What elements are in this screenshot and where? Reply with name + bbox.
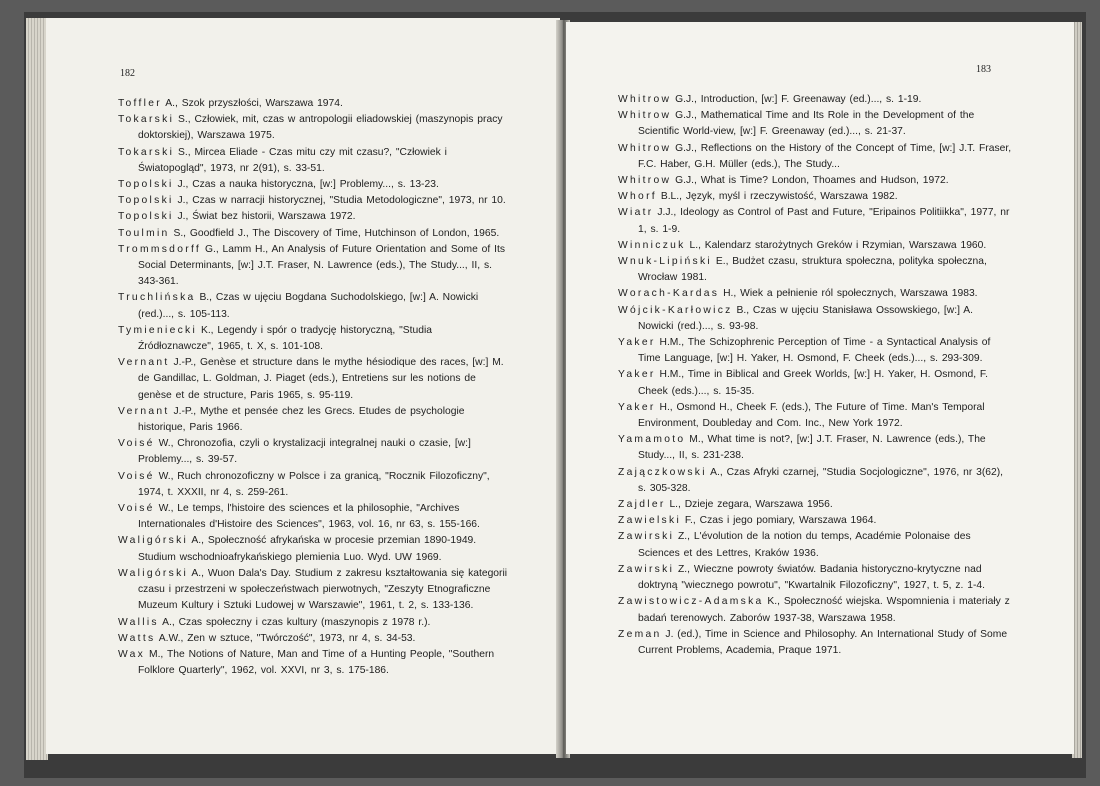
entry-author: Whitrow: [618, 94, 672, 105]
entry-author: Wnuk-Lipiński: [618, 256, 712, 268]
bibliography-entry: [118, 145, 510, 177]
entry-text: W., Ruch chronozoficzny w Polsce i za granicą, "Rocznik Filozoficzny", 1974, t. XXXII, nr 4, s. 259-261.: [138, 470, 490, 498]
entry-author: Worach-Kardas: [618, 288, 720, 300]
entry-author: Zajdler: [618, 499, 666, 511]
entry-text: J. (ed.), Time in Science and Philosophy. An International Study of Some Current Problems, Academia, Praque 1971.: [638, 628, 1008, 656]
page-edges-left: [26, 18, 48, 760]
entry-text: A., Wuon Dala's Day. Studium z zakresu kształtowania się kategorii czasu i przestrzeni w społeczeństwach pierwotnych, "Zeszyty Etnograficzne Muzeum Kultury i Sztuki Ludowej w Warszawie", 1961, t. 2, s. 133-136.: [138, 567, 508, 612]
entry-text: G., Lamm H., An Analysis of Future Orientation and Some of Its Social Determinants, [w:] J.T. Fraser, N. Lawrence (eds.), The Study..., II, s. 343-361.: [138, 243, 505, 288]
entry-text: E., Budżet czasu, struktura społeczna, polityka społeczna, Wrocław 1981.: [638, 256, 987, 284]
entry-author: Voisé: [118, 503, 155, 515]
entry-text: J.-P., Mythe et pensée chez les Grecs. Etudes de psychologie historique, Paris 1966.: [138, 405, 465, 434]
entry-author: Zeman: [618, 628, 662, 640]
entry-author: Wiatr: [618, 207, 654, 219]
entry-author: Voisé: [118, 438, 155, 450]
entry-text: J.J., Ideology as Control of Past and Future, "Eripainos Politiikka", 1977, nr 1, s. 1-9.: [638, 207, 1010, 235]
entry-text: B.L., Język, myśl i rzeczywistość, Warszawa 1982.: [656, 191, 898, 203]
entry-author: Vernant: [118, 405, 170, 417]
entry-text: J., Czas a nauka historyczna, [w:] Problemy..., s. 13-23.: [173, 179, 439, 191]
bibliography-entry: [618, 400, 1012, 432]
bibliography-list: [618, 92, 1012, 659]
entry-text: S., Mircea Eliade - Czas mitu czy mit czasu?, "Człowiek i Światopogląd", 1973, nr 2(91), s. 33-51.: [138, 146, 447, 174]
bibliography-entry: [618, 627, 1012, 659]
entry-author: Yaker: [618, 337, 656, 349]
bibliography-entry: [118, 566, 510, 615]
entry-text: H., Wiek a pełnienie ról społecznych, Warszawa 1983.: [719, 288, 978, 300]
entry-text: K., Legendy i spór o tradycję historyczną, "Studia Źródłoznawcze", 1965, t. X, s. 101-108.: [138, 324, 432, 353]
entry-text: J., Czas w narracji historycznej, "Studia Metodologiczne", 1973, nr 10.: [173, 195, 506, 207]
bibliography-entry: [118, 96, 510, 112]
entry-author: Wallis: [118, 616, 159, 628]
entry-author: Truchlińska: [118, 292, 196, 304]
entry-author: Tokarski: [118, 146, 175, 158]
entry-text: G.J., Introduction, [w:] F. Greenaway (ed.)..., s. 1-19.: [671, 94, 922, 105]
entry-author: Zawirski: [618, 563, 675, 575]
bibliography-entry: [618, 562, 1012, 594]
bibliography-entry: [618, 173, 1012, 189]
entry-text: B., Czas w ujęciu Bogdana Suchodolskiego, [w:] A. Nowicki (red.)..., s. 105-113.: [138, 292, 479, 320]
entry-author: Zajączkowski: [618, 466, 707, 478]
entry-text: H.M., Time in Biblical and Greek Worlds, [w:] H. Yaker, H. Osmond, F. Cheek (eds.)..., s. 15-35.: [638, 369, 988, 397]
bibliography-entry: [618, 335, 1012, 367]
bibliography-entry: [118, 242, 510, 291]
bibliography-entry: [118, 404, 510, 436]
entry-author: Whitrow: [618, 110, 672, 122]
entry-text: B., Czas w ujęciu Stanisława Ossowskiego, [w:] A. Nowicki (red.)..., s. 93-98.: [638, 304, 973, 332]
entry-text: A., Społeczność afrykańska w procesie przemian 1890-1949. Studium wschodnioafrykańskiego plemienia Luo. Wyd. UW 1969.: [138, 535, 477, 563]
entry-author: Yaker: [618, 401, 656, 413]
entry-text: A., Czas Afryki czarnej, "Studia Socjologiczne", 1976, nr 3(62), s. 305-328.: [638, 466, 1004, 494]
bibliography-entry: [618, 108, 1012, 140]
bibliography-entry: [118, 469, 510, 501]
bibliography-entry: [118, 112, 510, 144]
entry-author: Tymieniecki: [118, 324, 198, 336]
bibliography-entry: [118, 355, 510, 404]
entry-author: Whitrow: [618, 142, 672, 154]
left-page: [46, 18, 560, 754]
bibliography-entry: [118, 226, 510, 242]
page-number: 182: [120, 68, 135, 79]
entry-author: Winniczuk: [618, 239, 686, 251]
entry-text: G.J., Reflections on the History of the Concept of Time, [w:] J.T. Fraser, F.C. Haber, G.H. Müller (eds.), The Study...: [638, 142, 1012, 170]
entry-text: S., Człowiek, mit, czas w antropologii eliadowskiej (maszynopis pracy doktorskiej), Warszawa 1975.: [138, 114, 503, 142]
entry-author: Topolski: [118, 179, 174, 191]
entry-author: Zawistowicz-Adamska: [618, 596, 764, 608]
entry-author: Voisé: [118, 470, 155, 482]
right-page: [566, 22, 1074, 754]
entry-text: Z., L'évolution de la notion du temps, Académie Polonaise des Sciences et des Lettres, Kraków 1936.: [638, 531, 971, 559]
bibliography-entry: [618, 286, 1012, 302]
bibliography-entry: [618, 529, 1012, 561]
bibliography-entry: [618, 189, 1012, 205]
entry-author: Wax: [118, 648, 146, 660]
entry-author: Watts: [118, 632, 156, 644]
bibliography-entry: [618, 141, 1012, 173]
entry-author: Wójcik-Karłowicz: [618, 304, 733, 316]
bibliography-entry: [618, 594, 1012, 626]
entry-author: Whitrow: [618, 175, 672, 187]
bibliography-entry: [618, 513, 1012, 529]
entry-author: Topolski: [118, 195, 174, 207]
bibliography-entry: [118, 647, 510, 679]
page-number: 183: [976, 64, 991, 75]
entry-author: Zawielski: [618, 515, 682, 527]
bibliography-entry: [618, 497, 1012, 513]
entry-text: H., Osmond H., Cheek F. (eds.), The Future of Time. Man's Temporal Environment, Doubleday and Com. Inc., New York 1972.: [638, 401, 985, 430]
entry-text: J., Świat bez historii, Warszawa 1972.: [173, 211, 356, 223]
entry-author: Waligórski: [118, 535, 189, 547]
bibliography-entry: [118, 177, 510, 193]
entry-text: J.-P., Genèse et structure dans le mythe hésiodique des races, [w:] M. de Gandillac, L. Goldman, J. Piaget (eds.), Entretiens sur les notions de genèse et de structure, Paris 1965, s. 95-119.: [138, 357, 504, 401]
entry-text: A., Szok przyszłości, Warszawa 1974.: [161, 98, 343, 109]
entry-author: Tokarski: [118, 114, 175, 126]
bibliography-entry: [118, 323, 510, 355]
entry-author: Toulmin: [118, 227, 170, 239]
entry-text: G.J., Mathematical Time and Its Role in the Development of the Scientific World-view, [w:] F. Greenaway (ed.)..., s. 21-37.: [638, 110, 975, 138]
bibliography-entry: [618, 303, 1012, 335]
bibliography-entry: [118, 290, 510, 322]
entry-text: L., Kalendarz starożytnych Greków i Rzymian, Warszawa 1960.: [685, 239, 987, 251]
entry-author: Topolski: [118, 211, 174, 223]
entry-author: Yaker: [618, 369, 656, 381]
bibliography-entry: [618, 238, 1012, 254]
bibliography-entry: [118, 533, 510, 565]
entry-text: K., Społeczność wiejska. Wspomnienia i materiały z badań terenowych. Zaborów 1937-38, Warszawa 1958.: [638, 596, 1010, 624]
entry-text: M., What time is not?, [w:] J.T. Fraser, N. Lawrence (eds.), The Study..., II, s. 231-238.: [638, 434, 986, 462]
bibliography-entry: [618, 205, 1012, 237]
bibliography-entry: [618, 432, 1012, 464]
entry-text: H.M., The Schizophrenic Perception of Time - a Syntactical Analysis of Time Language, [w:] H. Yaker, H. Osmond, F. Cheek (eds.)..., s. 293-309.: [638, 337, 991, 365]
entry-text: W., Chronozofia, czyli o krystalizacji integralnej nauki o czasie, [w:] Problemy..., s. 39-57.: [138, 438, 471, 466]
entry-author: Vernant: [118, 357, 170, 369]
entry-author: Yamamoto: [618, 434, 686, 446]
entry-author: Zawirski: [618, 531, 675, 543]
entry-text: G.J., What is Time? London, Thoames and Hudson, 1972.: [671, 175, 949, 187]
entry-text: W., Le temps, l'histoire des sciences et la philosophie, "Archives Internationales d'Histoire des Sciences", 1963, vol. 16, nr 63, s. 155-166.: [138, 503, 480, 531]
bibliography-entry: [618, 465, 1012, 497]
entry-text: Z., Wieczne powroty światów. Badania historyczno-krytyczne nad doktryną "wiecznego powrotu", "Kwartalnik Filozoficzny", 1927, t. 5, z. 1-4.: [638, 563, 985, 592]
bibliography-entry: [118, 631, 510, 647]
bibliography-entry: [618, 254, 1012, 286]
bibliography-entry: [118, 615, 510, 631]
entry-author: Toffler: [118, 98, 162, 109]
bibliography-list: [118, 96, 510, 679]
entry-text: A., Czas społeczny i czas kultury (maszynopis z 1978 r.).: [158, 616, 431, 628]
bibliography-entry: [118, 436, 510, 468]
entry-author: Whorf: [618, 191, 657, 203]
bibliography-entry: [118, 193, 510, 209]
entry-text: A.W., Zen w sztuce, "Twórczość", 1973, nr 4, s. 34-53.: [155, 632, 416, 644]
bibliography-entry: [118, 501, 510, 533]
bibliography-entry: [118, 209, 510, 225]
entry-text: F., Czas i jego pomiary, Warszawa 1964.: [681, 515, 877, 527]
entry-author: Waligórski: [118, 567, 189, 579]
bibliography-entry: [618, 92, 1012, 108]
entry-author: Trommsdorff: [118, 243, 202, 255]
bibliography-entry: [618, 367, 1012, 399]
entry-text: M., The Notions of Nature, Man and Time of a Hunting People, "Southern Folklore Quarterly", 1962, vol. XXVI, nr 3, s. 175-186.: [138, 648, 495, 677]
entry-text: L., Dzieje zegara, Warszawa 1956.: [665, 499, 833, 511]
entry-text: S., Goodfield J., The Discovery of Time, Hutchinson of London, 1965.: [169, 227, 500, 239]
